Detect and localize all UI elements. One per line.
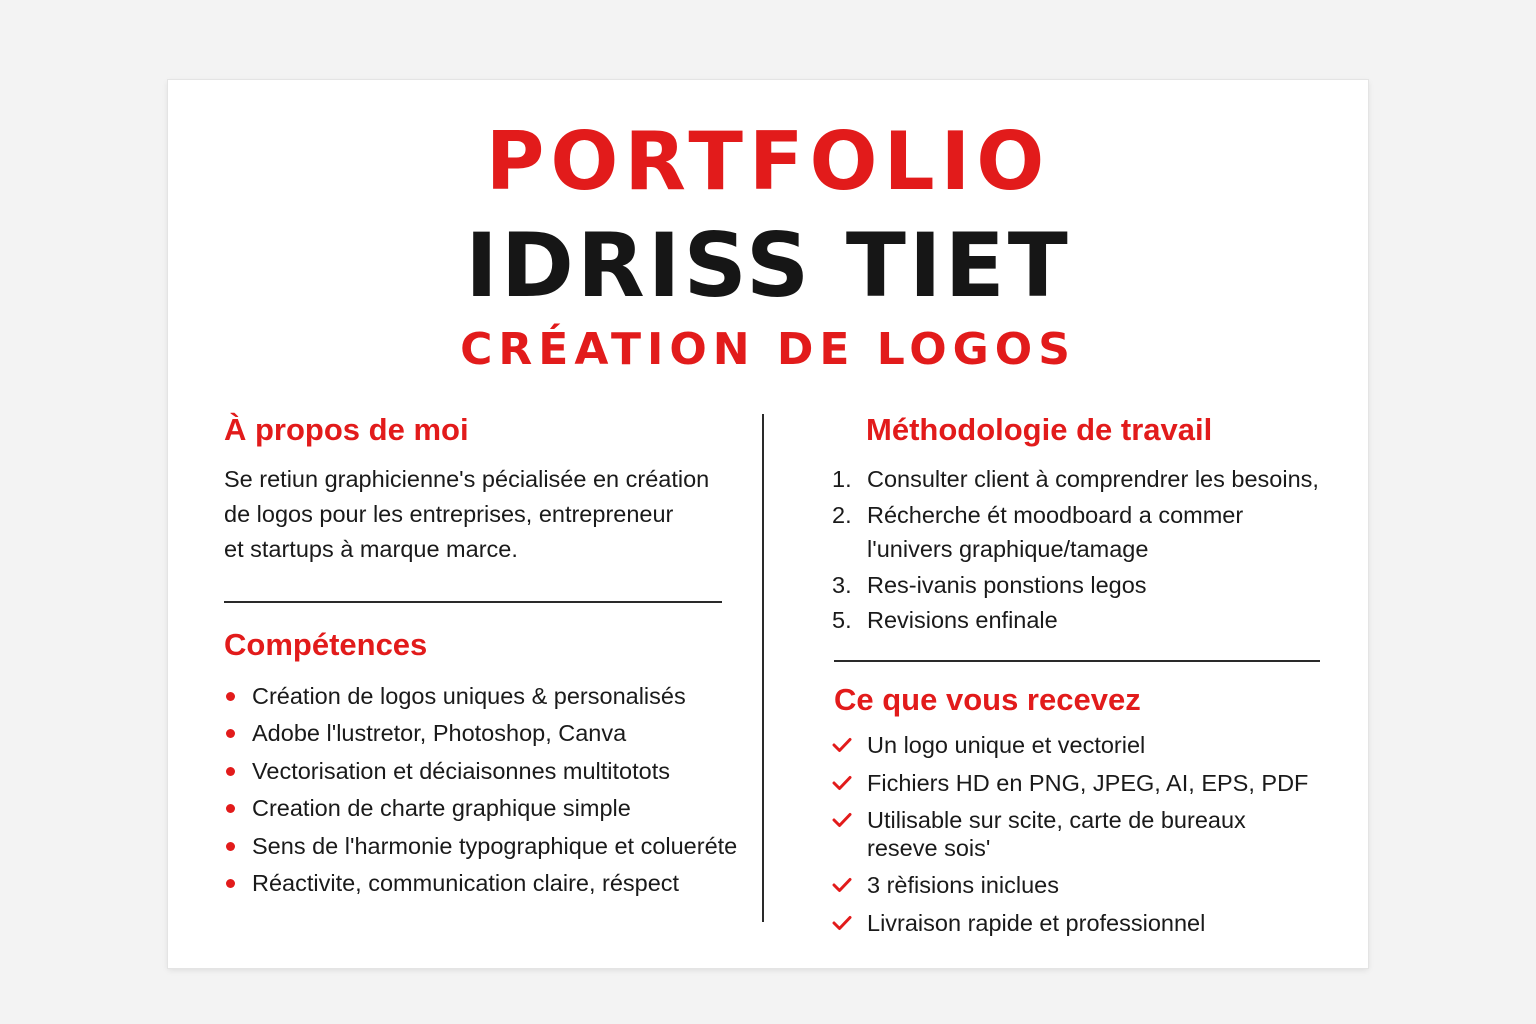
deliverables-list — [832, 732, 1352, 947]
step-number: 1. — [832, 466, 852, 492]
skills-heading: Compétences — [224, 627, 428, 662]
list-item — [832, 807, 1352, 862]
skills-list — [224, 678, 764, 902]
list-item — [224, 678, 764, 715]
bullet-icon — [226, 804, 235, 813]
list-item — [832, 732, 1352, 760]
step-number: 2. — [832, 501, 852, 528]
list-item — [224, 753, 764, 790]
step-text: Consulter client à comprendrer les besoins, — [867, 466, 1319, 492]
skill-text: Sens de l'harmonie typographique et colueréte — [252, 832, 738, 859]
bullet-icon — [226, 879, 235, 888]
method-heading: Méthodologie de travail — [866, 412, 1213, 447]
skill-text: Adobe l'lustretor, Photoshop, Canva — [252, 720, 627, 747]
list-item — [224, 715, 764, 752]
designer-name: IDRISS TIET — [465, 214, 1071, 317]
deliverable-text: Utilisable sur scite, carte de bureaux reseve sois' — [867, 807, 1246, 861]
step-number: 3. — [832, 571, 852, 598]
list-item — [832, 872, 1352, 900]
left-divider — [224, 601, 722, 603]
step-text: Récherche ét moodboard a commer l'univers graphique/tamage — [867, 501, 1244, 562]
check-icon — [832, 915, 852, 931]
list-item — [224, 790, 764, 827]
portfolio-title: PORTFOLIO — [485, 115, 1051, 208]
check-icon — [832, 737, 852, 753]
deliverable-text: Fichiers HD en PNG, JPEG, AI, EPS, PDF — [867, 769, 1309, 796]
deliverable-text: Livraison rapide et professionnel — [867, 909, 1206, 936]
about-paragraph — [224, 462, 744, 567]
check-icon — [832, 775, 852, 791]
portfolio-card — [168, 80, 1368, 968]
list-item — [832, 498, 1352, 567]
skill-text: Creation de charte graphique simple — [252, 795, 631, 822]
deliverable-text: 3 rèfisions iniclues — [867, 872, 1060, 898]
skill-text: Création de logos uniques & personalisés — [252, 683, 686, 709]
deliverables-heading: Ce que vous recevez — [834, 682, 1141, 717]
check-icon — [832, 877, 852, 893]
deliverable-text: Un logo unique et vectoriel — [867, 732, 1146, 758]
list-item — [832, 568, 1352, 603]
list-item — [832, 603, 1352, 638]
about-line: et startups à marque marce. — [224, 536, 518, 562]
step-text: Revisions enfinale — [867, 607, 1058, 633]
list-item — [832, 910, 1352, 938]
service-subtitle: CRÉATION DE LOGOS — [460, 324, 1076, 375]
list-item — [832, 770, 1352, 798]
column-divider — [762, 414, 764, 922]
step-text: Res-ivanis ponstions legos — [867, 571, 1147, 598]
bullet-icon — [226, 729, 235, 738]
bullet-icon — [226, 842, 235, 851]
list-item — [224, 828, 764, 865]
check-icon — [832, 812, 852, 828]
about-line: Se retiun graphicienne's pécialisée en création — [224, 466, 710, 492]
bullet-icon — [226, 692, 235, 701]
skill-text: Vectorisation et déciaisonnes multitotots — [252, 757, 671, 784]
method-steps — [832, 462, 1352, 639]
list-item — [832, 462, 1352, 497]
bullet-icon — [226, 767, 235, 776]
skill-text: Réactivite, communication claire, réspect — [252, 870, 680, 897]
step-number: 5. — [832, 607, 852, 633]
about-heading: À propos de moi — [224, 412, 469, 447]
about-line: de logos pour les entreprises, entrepreneur — [224, 501, 674, 527]
list-item — [224, 865, 764, 902]
right-divider — [834, 660, 1320, 662]
